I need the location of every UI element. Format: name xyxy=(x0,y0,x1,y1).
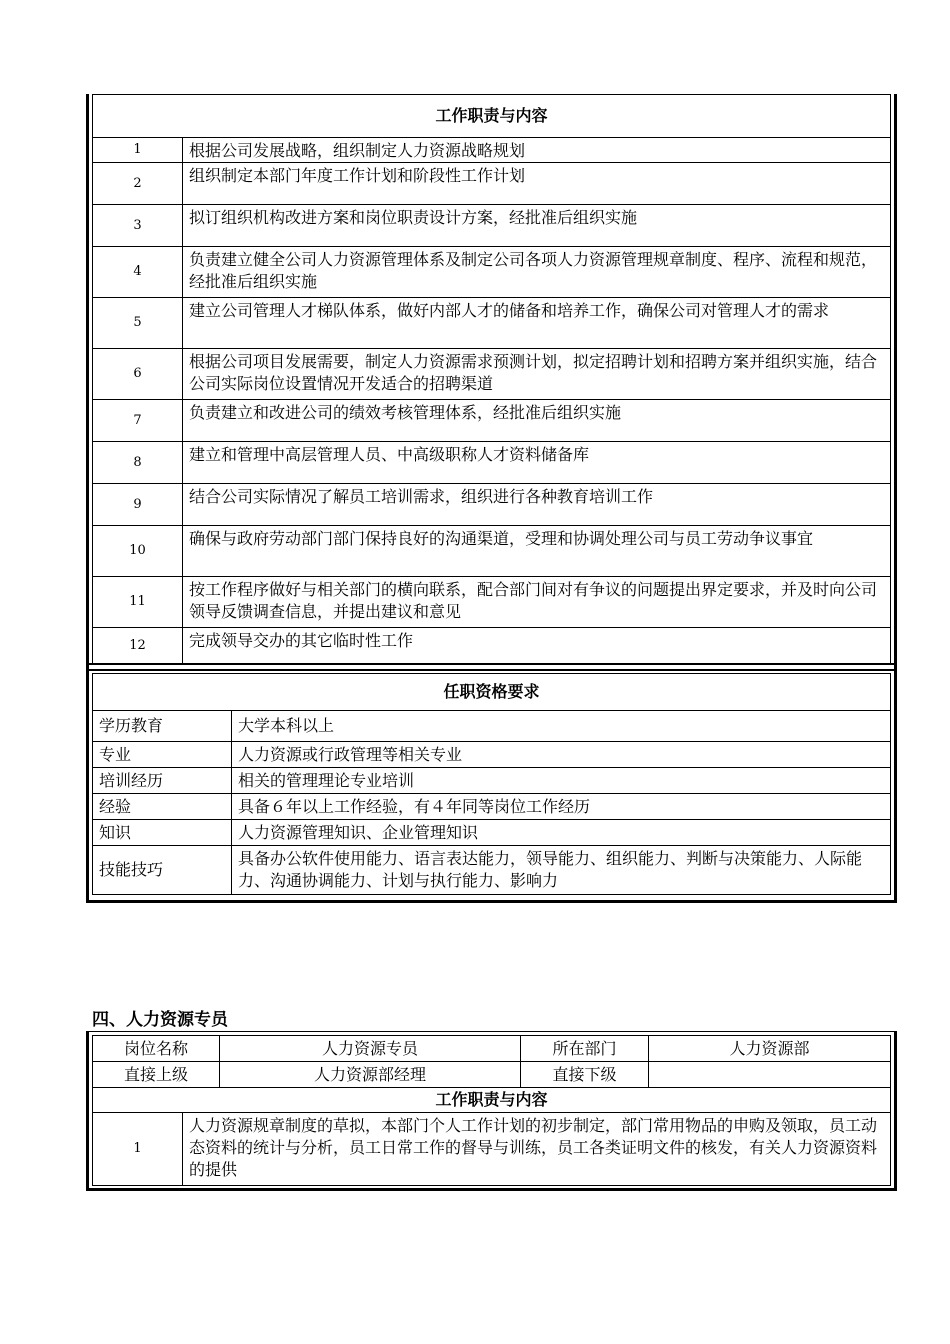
row-number: 6 xyxy=(93,349,183,400)
row-number: 12 xyxy=(93,628,183,665)
qualification-label: 学历教育 xyxy=(93,711,232,742)
qualification-value: 具备６年以上工作经验，有４年同等岗位工作经历 xyxy=(232,794,891,820)
qualifications-heading: 任职资格要求 xyxy=(93,674,891,711)
duty-text: 根据公司项目发展需要，制定人力资源需求预测计划，拟定招聘计划和招聘方案并组织实施，结合公司实际岗位设置情况开发适合的招聘渠道 xyxy=(183,349,891,400)
qualifications-table xyxy=(92,673,891,895)
duty-text: 建立公司管理人才梯队体系，做好内部人才的储备和培养工作，确保公司对管理人才的需求 xyxy=(183,298,891,349)
row-number: 3 xyxy=(93,205,183,247)
subordinate-value xyxy=(649,1062,891,1088)
table-row xyxy=(93,205,891,247)
position-table-frame xyxy=(86,1031,897,1191)
row-number: 4 xyxy=(93,247,183,298)
position-duties-heading-row xyxy=(93,1088,891,1113)
duties-table-frame xyxy=(86,94,897,672)
table-row xyxy=(93,1113,891,1186)
department-label: 所在部门 xyxy=(521,1036,649,1062)
duties-heading-row xyxy=(93,95,891,138)
table-row xyxy=(93,526,891,577)
qualification-value: 人力资源管理知识、企业管理知识 xyxy=(232,820,891,846)
table-row xyxy=(93,298,891,349)
duty-text: 建立和管理中高层管理人员、中高级职称人才资料储备库 xyxy=(183,442,891,484)
table-row xyxy=(93,442,891,484)
table-row xyxy=(93,138,891,163)
subordinate-label: 直接下级 xyxy=(521,1062,649,1088)
table-row xyxy=(93,1036,891,1062)
table-row xyxy=(93,484,891,526)
table-row xyxy=(93,742,891,768)
row-number: 8 xyxy=(93,442,183,484)
qualification-label: 经验 xyxy=(93,794,232,820)
qualifications-heading-row xyxy=(93,674,891,711)
row-number: 1 xyxy=(93,1113,183,1186)
position-info-table xyxy=(92,1035,891,1088)
table-row xyxy=(93,1062,891,1088)
qualification-value: 人力资源或行政管理等相关专业 xyxy=(232,742,891,768)
duty-text: 负责建立和改进公司的绩效考核管理体系，经批准后组织实施 xyxy=(183,400,891,442)
duties-table xyxy=(92,94,891,665)
table-row xyxy=(93,820,891,846)
row-number: 9 xyxy=(93,484,183,526)
table-row xyxy=(93,628,891,665)
table-row xyxy=(93,577,891,628)
table-row xyxy=(93,163,891,205)
table-row xyxy=(93,400,891,442)
qualification-label: 技能技巧 xyxy=(93,846,232,895)
duty-text: 确保与政府劳动部门部门保持良好的沟通渠道，受理和协调处理公司与员工劳动争议事宜 xyxy=(183,526,891,577)
qualification-label: 知识 xyxy=(93,820,232,846)
qualifications-table-frame xyxy=(86,671,897,903)
duties-heading: 工作职责与内容 xyxy=(93,95,891,138)
row-number: 7 xyxy=(93,400,183,442)
duty-text: 结合公司实际情况了解员工培训需求，组织进行各种教育培训工作 xyxy=(183,484,891,526)
position-duties-heading: 工作职责与内容 xyxy=(93,1088,891,1113)
superior-label: 直接上级 xyxy=(93,1062,220,1088)
qualification-label: 专业 xyxy=(93,742,232,768)
table-row xyxy=(93,846,891,895)
row-number: 10 xyxy=(93,526,183,577)
duty-text: 拟订组织机构改进方案和岗位职责设计方案，经批准后组织实施 xyxy=(183,205,891,247)
table-row xyxy=(93,794,891,820)
row-number: 5 xyxy=(93,298,183,349)
double-divider xyxy=(86,663,897,671)
table-row xyxy=(93,768,891,794)
duty-text: 完成领导交办的其它临时性工作 xyxy=(183,628,891,665)
row-number: 11 xyxy=(93,577,183,628)
position-value: 人力资源专员 xyxy=(220,1036,521,1062)
duty-text: 按工作程序做好与相关部门的横向联系，配合部门间对有争议的问题提出界定要求，并及时向公司领导反馈调查信息，并提出建议和意见 xyxy=(183,577,891,628)
position-duties-table xyxy=(92,1088,891,1186)
duty-text: 人力资源规章制度的草拟，本部门个人工作计划的初步制定，部门常用物品的申购及领取，员工动态资料的统计与分析，员工日常工作的督导与训练，员工各类证明文件的核发，有关人力资源资料的提供 xyxy=(183,1113,891,1186)
qualification-value: 相关的管理理论专业培训 xyxy=(232,768,891,794)
table-row xyxy=(93,349,891,400)
row-number: 1 xyxy=(93,138,183,163)
duty-text: 负责建立健全公司人力资源管理体系及制定公司各项人力资源管理规章制度、程序、流程和规范，经批准后组织实施 xyxy=(183,247,891,298)
qualification-label: 培训经历 xyxy=(93,768,232,794)
table-row xyxy=(93,711,891,742)
table-row xyxy=(93,247,891,298)
qualification-value: 大学本科以上 xyxy=(232,711,891,742)
section-title: 四、人力资源专员 xyxy=(92,1010,228,1030)
position-label: 岗位名称 xyxy=(93,1036,220,1062)
qualification-value: 具备办公软件使用能力、语言表达能力，领导能力、组织能力、判断与决策能力、人际能力、沟通协调能力、计划与执行能力、影响力 xyxy=(232,846,891,895)
duty-text: 组织制定本部门年度工作计划和阶段性工作计划 xyxy=(183,163,891,205)
department-value: 人力资源部 xyxy=(649,1036,891,1062)
duty-text: 根据公司发展战略，组织制定人力资源战略规划 xyxy=(183,138,891,163)
superior-value: 人力资源部经理 xyxy=(220,1062,521,1088)
row-number: 2 xyxy=(93,163,183,205)
